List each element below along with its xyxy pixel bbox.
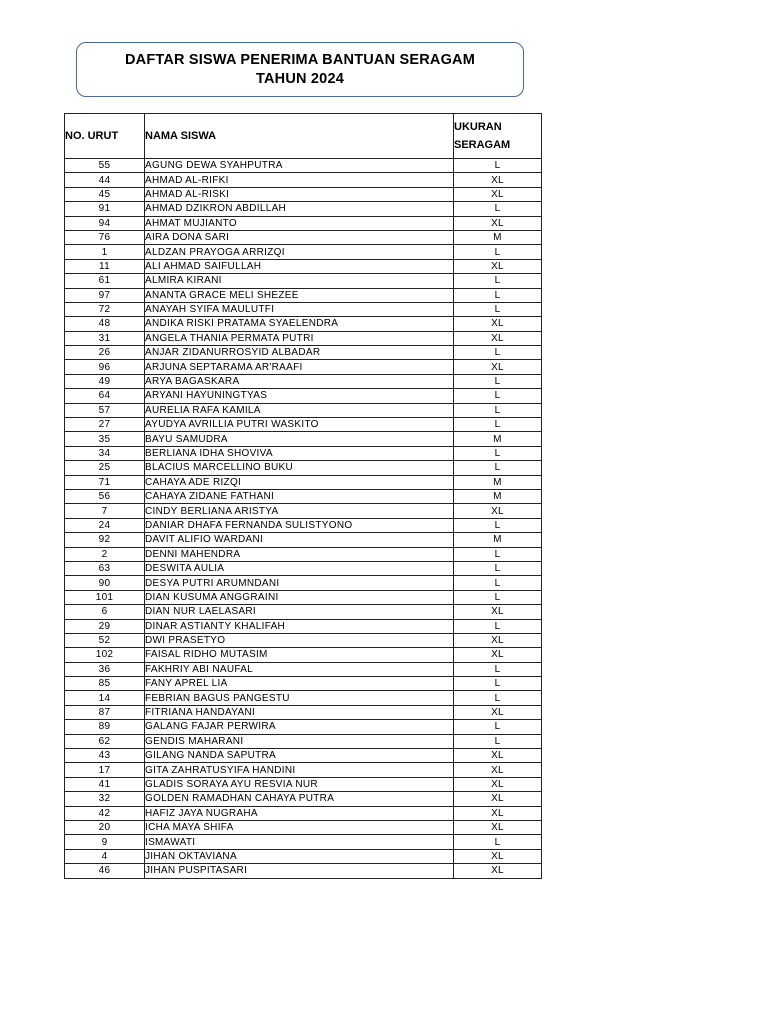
cell-no-urut: 2	[65, 547, 145, 561]
cell-no-urut: 44	[65, 173, 145, 187]
cell-nama-siswa: AHMAD AL-RIFKI	[145, 173, 454, 187]
header-no-urut: NO. URUT	[65, 114, 145, 159]
cell-ukuran: XL	[454, 173, 542, 187]
cell-nama-siswa: DENNI MAHENDRA	[145, 547, 454, 561]
cell-no-urut: 34	[65, 446, 145, 460]
cell-no-urut: 45	[65, 187, 145, 201]
cell-no-urut: 52	[65, 633, 145, 647]
cell-no-urut: 32	[65, 792, 145, 806]
cell-ukuran: M	[454, 489, 542, 503]
cell-ukuran: M	[454, 432, 542, 446]
cell-no-urut: 96	[65, 360, 145, 374]
cell-ukuran: XL	[454, 849, 542, 863]
cell-ukuran: XL	[454, 216, 542, 230]
page-subtitle-year: TAHUN 2024	[256, 70, 344, 87]
cell-nama-siswa: FAISAL RIDHO MUTASIM	[145, 648, 454, 662]
cell-ukuran: L	[454, 446, 542, 460]
table-row	[65, 691, 542, 705]
cell-ukuran: L	[454, 288, 542, 302]
cell-no-urut: 41	[65, 777, 145, 791]
cell-ukuran: L	[454, 691, 542, 705]
cell-ukuran: M	[454, 533, 542, 547]
cell-nama-siswa: GLADIS SORAYA AYU RESVIA NUR	[145, 777, 454, 791]
cell-no-urut: 72	[65, 302, 145, 316]
table-row	[65, 547, 542, 561]
cell-ukuran: M	[454, 230, 542, 244]
table-row	[65, 533, 542, 547]
cell-no-urut: 31	[65, 331, 145, 345]
table-row	[65, 806, 542, 820]
table-row	[65, 749, 542, 763]
header-ukuran-seragam	[454, 114, 542, 159]
cell-no-urut: 49	[65, 374, 145, 388]
cell-ukuran: XL	[454, 749, 542, 763]
table-row	[65, 187, 542, 201]
cell-nama-siswa: BAYU SAMUDRA	[145, 432, 454, 446]
cell-nama-siswa: FITRIANA HANDAYANI	[145, 705, 454, 719]
table-row	[65, 159, 542, 173]
cell-no-urut: 7	[65, 504, 145, 518]
cell-no-urut: 85	[65, 677, 145, 691]
table-row	[65, 561, 542, 575]
cell-no-urut: 97	[65, 288, 145, 302]
cell-ukuran: XL	[454, 763, 542, 777]
cell-ukuran: L	[454, 720, 542, 734]
cell-ukuran: L	[454, 245, 542, 259]
cell-no-urut: 92	[65, 533, 145, 547]
cell-nama-siswa: DANIAR DHAFA FERNANDA SULISTYONO	[145, 518, 454, 532]
cell-nama-siswa: HAFIZ JAYA NUGRAHA	[145, 806, 454, 820]
cell-no-urut: 26	[65, 346, 145, 360]
cell-no-urut: 56	[65, 489, 145, 503]
cell-ukuran: L	[454, 576, 542, 590]
cell-nama-siswa: CAHAYA ZIDANE FATHANI	[145, 489, 454, 503]
cell-ukuran: XL	[454, 864, 542, 878]
table-row	[65, 288, 542, 302]
cell-nama-siswa: ISMAWATI	[145, 835, 454, 849]
table-row	[65, 259, 542, 273]
cell-nama-siswa: BERLIANA IDHA SHOVIVA	[145, 446, 454, 460]
cell-ukuran: L	[454, 274, 542, 288]
header-nama-siswa: NAMA SISWA	[145, 114, 454, 159]
table-row	[65, 849, 542, 863]
cell-ukuran: XL	[454, 633, 542, 647]
cell-no-urut: 17	[65, 763, 145, 777]
cell-no-urut: 11	[65, 259, 145, 273]
table-row	[65, 403, 542, 417]
cell-ukuran: XL	[454, 806, 542, 820]
cell-nama-siswa: ARJUNA SEPTARAMA AR'RAAFI	[145, 360, 454, 374]
cell-ukuran: L	[454, 159, 542, 173]
cell-nama-siswa: ANANTA GRACE MELI SHEZEE	[145, 288, 454, 302]
table-row	[65, 245, 542, 259]
cell-nama-siswa: GILANG NANDA SAPUTRA	[145, 749, 454, 763]
cell-ukuran: XL	[454, 504, 542, 518]
cell-nama-siswa: ANAYAH SYIFA MAULUTFI	[145, 302, 454, 316]
table-row	[65, 820, 542, 834]
cell-nama-siswa: DAVIT ALIFIO WARDANI	[145, 533, 454, 547]
table-row	[65, 389, 542, 403]
cell-nama-siswa: AHMAT MUJIANTO	[145, 216, 454, 230]
cell-no-urut: 102	[65, 648, 145, 662]
cell-nama-siswa: FEBRIAN BAGUS PANGESTU	[145, 691, 454, 705]
table-row	[65, 446, 542, 460]
cell-no-urut: 94	[65, 216, 145, 230]
page-title: DAFTAR SISWA PENERIMA BANTUAN SERAGAM	[124, 51, 476, 68]
cell-ukuran: L	[454, 461, 542, 475]
table-row	[65, 418, 542, 432]
table-row	[65, 331, 542, 345]
cell-no-urut: 35	[65, 432, 145, 446]
cell-no-urut: 4	[65, 849, 145, 863]
cell-no-urut: 14	[65, 691, 145, 705]
table-row	[65, 432, 542, 446]
cell-nama-siswa: FANY APREL LIA	[145, 677, 454, 691]
table-row	[65, 475, 542, 489]
cell-nama-siswa: ANGELA THANIA PERMATA PUTRI	[145, 331, 454, 345]
cell-no-urut: 87	[65, 705, 145, 719]
cell-no-urut: 20	[65, 820, 145, 834]
cell-no-urut: 64	[65, 389, 145, 403]
table-body	[65, 159, 542, 879]
cell-no-urut: 57	[65, 403, 145, 417]
cell-nama-siswa: AGUNG DEWA SYAHPUTRA	[145, 159, 454, 173]
cell-nama-siswa: GENDIS MAHARANI	[145, 734, 454, 748]
cell-nama-siswa: CINDY BERLIANA ARISTYA	[145, 504, 454, 518]
cell-nama-siswa: AHMAD AL-RISKI	[145, 187, 454, 201]
cell-nama-siswa: AHMAD DZIKRON ABDILLAH	[145, 202, 454, 216]
cell-nama-siswa: ALMIRA KIRANI	[145, 274, 454, 288]
cell-nama-siswa: ALDZAN PRAYOGA ARRIZQI	[145, 245, 454, 259]
table-row	[65, 720, 542, 734]
cell-ukuran: XL	[454, 777, 542, 791]
table-row	[65, 763, 542, 777]
table-row	[65, 317, 542, 331]
cell-ukuran: XL	[454, 317, 542, 331]
cell-ukuran: L	[454, 734, 542, 748]
cell-nama-siswa: DESWITA AULIA	[145, 561, 454, 575]
table-row	[65, 576, 542, 590]
cell-no-urut: 89	[65, 720, 145, 734]
cell-no-urut: 6	[65, 605, 145, 619]
cell-nama-siswa: DIAN NUR LAELASARI	[145, 605, 454, 619]
cell-nama-siswa: CAHAYA ADE RIZQI	[145, 475, 454, 489]
cell-no-urut: 25	[65, 461, 145, 475]
cell-no-urut: 24	[65, 518, 145, 532]
cell-nama-siswa: DWI PRASETYO	[145, 633, 454, 647]
table-row	[65, 202, 542, 216]
table-row	[65, 518, 542, 532]
table-row	[65, 360, 542, 374]
cell-ukuran: L	[454, 561, 542, 575]
table-row	[65, 230, 542, 244]
cell-nama-siswa: ANDIKA RISKI PRATAMA SYAELENDRA	[145, 317, 454, 331]
cell-ukuran: L	[454, 418, 542, 432]
cell-nama-siswa: JIHAN PUSPITASARI	[145, 864, 454, 878]
cell-nama-siswa: DIAN KUSUMA ANGGRAINI	[145, 590, 454, 604]
cell-ukuran: XL	[454, 605, 542, 619]
table-row	[65, 677, 542, 691]
cell-nama-siswa: AYUDYA AVRILLIA PUTRI WASKITO	[145, 418, 454, 432]
cell-no-urut: 61	[65, 274, 145, 288]
cell-no-urut: 42	[65, 806, 145, 820]
cell-nama-siswa: ANJAR ZIDANURROSYID ALBADAR	[145, 346, 454, 360]
cell-no-urut: 1	[65, 245, 145, 259]
cell-nama-siswa: GALANG FAJAR PERWIRA	[145, 720, 454, 734]
table-header-row	[65, 114, 542, 159]
cell-no-urut: 46	[65, 864, 145, 878]
table-row	[65, 504, 542, 518]
cell-nama-siswa: BLACIUS MARCELLINO BUKU	[145, 461, 454, 475]
cell-ukuran: L	[454, 302, 542, 316]
cell-ukuran: XL	[454, 331, 542, 345]
table-row	[65, 777, 542, 791]
table-row	[65, 605, 542, 619]
header-ukuran-line2: SERAGAM	[454, 139, 511, 151]
cell-nama-siswa: AURELIA RAFA KAMILA	[145, 403, 454, 417]
cell-ukuran: M	[454, 475, 542, 489]
cell-no-urut: 55	[65, 159, 145, 173]
cell-nama-siswa: ARYA BAGASKARA	[145, 374, 454, 388]
cell-no-urut: 62	[65, 734, 145, 748]
cell-ukuran: L	[454, 547, 542, 561]
cell-nama-siswa: DESYA PUTRI ARUMNDANI	[145, 576, 454, 590]
table-row	[65, 461, 542, 475]
cell-no-urut: 91	[65, 202, 145, 216]
cell-no-urut: 27	[65, 418, 145, 432]
cell-ukuran: XL	[454, 187, 542, 201]
table-row	[65, 648, 542, 662]
cell-ukuran: XL	[454, 648, 542, 662]
cell-ukuran: L	[454, 202, 542, 216]
cell-ukuran: L	[454, 619, 542, 633]
cell-nama-siswa: GOLDEN RAMADHAN CAHAYA PUTRA	[145, 792, 454, 806]
cell-ukuran: XL	[454, 705, 542, 719]
cell-ukuran: L	[454, 590, 542, 604]
table-row	[65, 590, 542, 604]
cell-no-urut: 36	[65, 662, 145, 676]
cell-ukuran: XL	[454, 792, 542, 806]
cell-ukuran: XL	[454, 820, 542, 834]
table-row	[65, 374, 542, 388]
title-box	[76, 42, 524, 97]
cell-nama-siswa: DINAR ASTIANTY KHALIFAH	[145, 619, 454, 633]
cell-ukuran: XL	[454, 360, 542, 374]
table-row	[65, 619, 542, 633]
cell-ukuran: L	[454, 518, 542, 532]
cell-no-urut: 71	[65, 475, 145, 489]
table-row	[65, 705, 542, 719]
table-row	[65, 489, 542, 503]
cell-ukuran: L	[454, 677, 542, 691]
cell-no-urut: 43	[65, 749, 145, 763]
table-row	[65, 864, 542, 878]
cell-nama-siswa: ALI AHMAD SAIFULLAH	[145, 259, 454, 273]
cell-ukuran: L	[454, 403, 542, 417]
table-row	[65, 346, 542, 360]
cell-ukuran: L	[454, 389, 542, 403]
table-row	[65, 792, 542, 806]
cell-no-urut: 76	[65, 230, 145, 244]
cell-no-urut: 9	[65, 835, 145, 849]
table-row	[65, 835, 542, 849]
table-row	[65, 274, 542, 288]
cell-no-urut: 101	[65, 590, 145, 604]
table-row	[65, 662, 542, 676]
cell-ukuran: L	[454, 346, 542, 360]
cell-nama-siswa: JIHAN OKTAVIANA	[145, 849, 454, 863]
cell-no-urut: 90	[65, 576, 145, 590]
cell-ukuran: XL	[454, 259, 542, 273]
table-row	[65, 173, 542, 187]
header-ukuran-line1: UKURAN	[454, 121, 502, 133]
cell-nama-siswa: GITA ZAHRATUSYIFA HANDINI	[145, 763, 454, 777]
cell-nama-siswa: AIRA DONA SARI	[145, 230, 454, 244]
cell-nama-siswa: ARYANI HAYUNINGTYAS	[145, 389, 454, 403]
table-row	[65, 734, 542, 748]
table-row	[65, 633, 542, 647]
cell-nama-siswa: FAKHRIY ABI NAUFAL	[145, 662, 454, 676]
cell-no-urut: 29	[65, 619, 145, 633]
table-row	[65, 216, 542, 230]
cell-no-urut: 63	[65, 561, 145, 575]
cell-ukuran: L	[454, 374, 542, 388]
table-row	[65, 302, 542, 316]
cell-ukuran: L	[454, 835, 542, 849]
student-table	[64, 113, 542, 879]
cell-no-urut: 48	[65, 317, 145, 331]
cell-nama-siswa: ICHA MAYA SHIFA	[145, 820, 454, 834]
cell-ukuran: L	[454, 662, 542, 676]
